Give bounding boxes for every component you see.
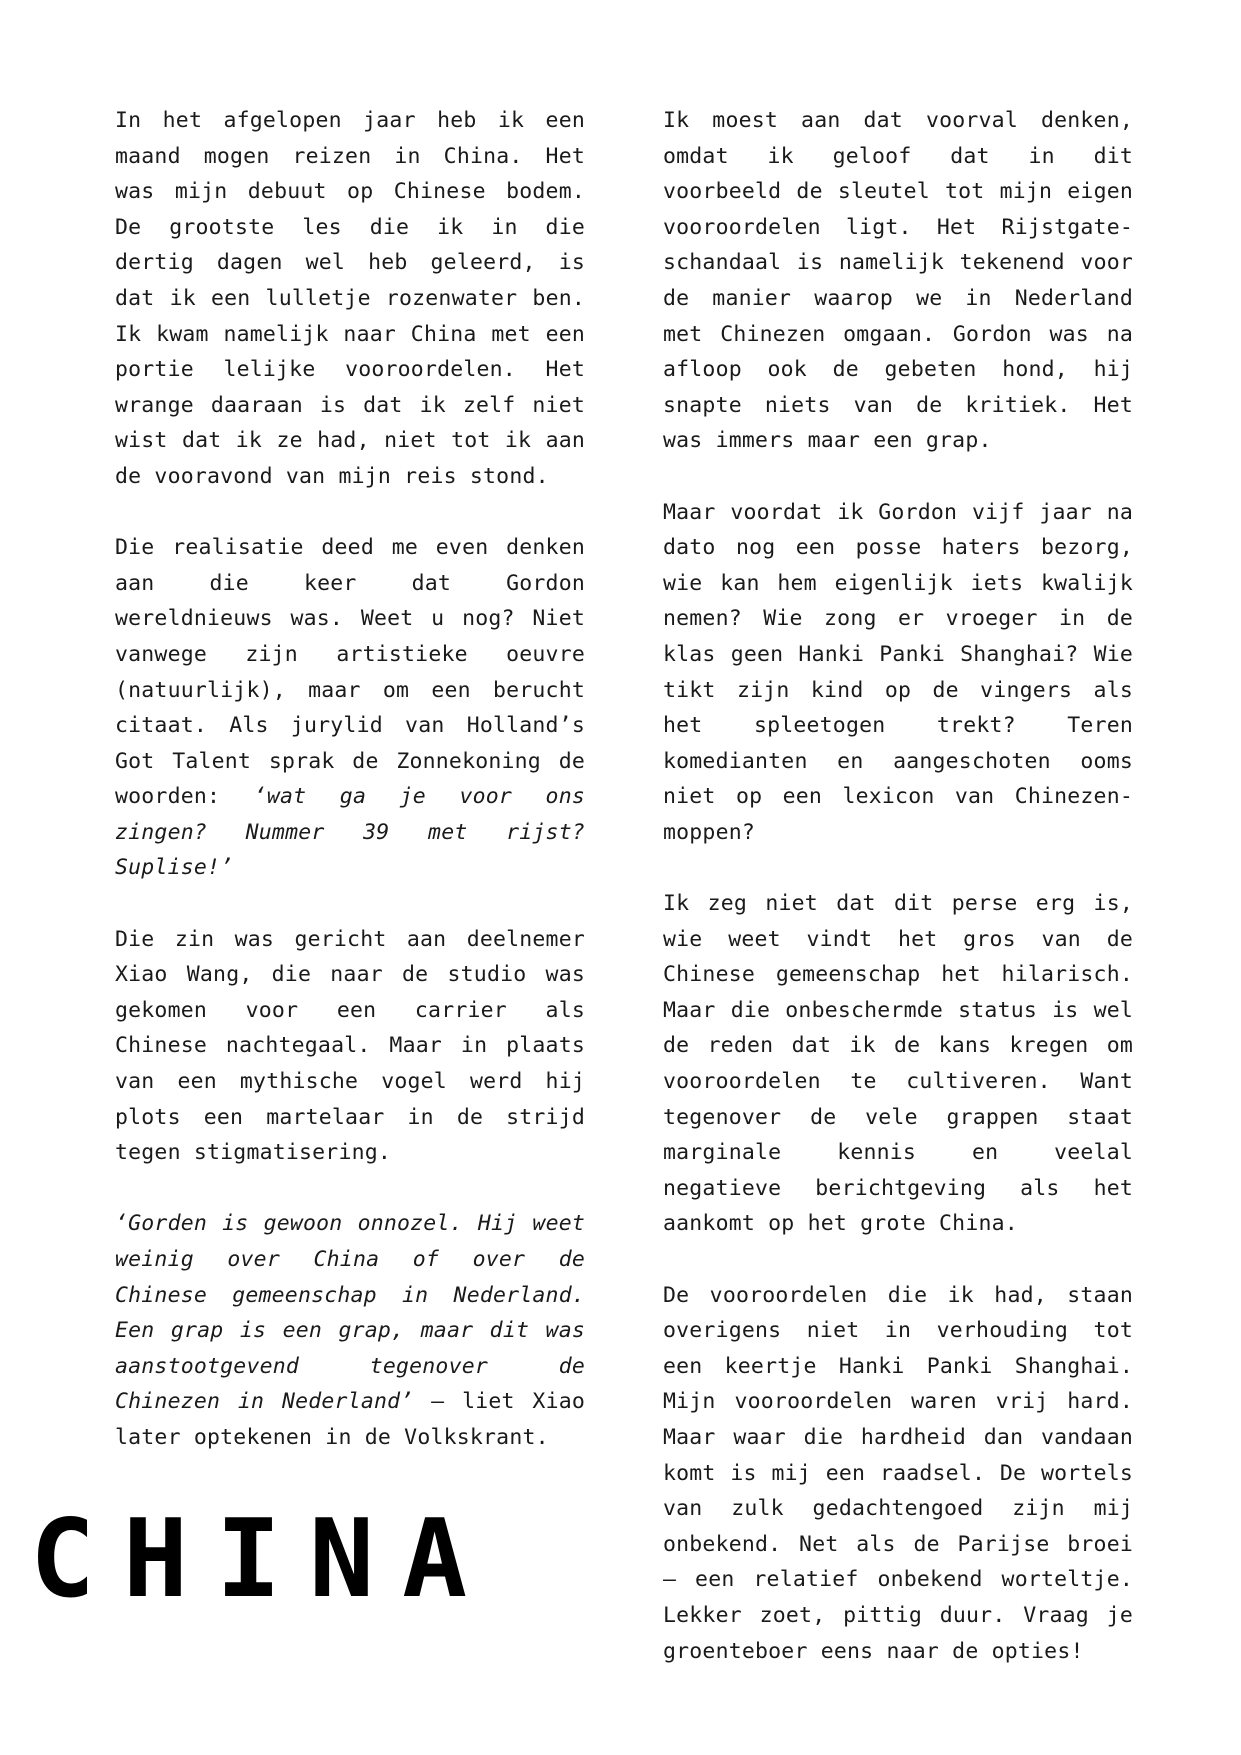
- paragraph-haters: Maar voordat ik Gordon vijf jaar na dato nog een posse haters bezorg, wie kan hem eigenlijk iets kwalijk nemen? Wie zong er vroeger in de klas geen Hanki Panki Shanghai? Wie tikt zijn kind op de vingers als het spleetogen trekt? Teren komedianten en aangeschoten ooms niet op een lexicon van Chinezen-moppen?: [663, 499, 1133, 845]
- xiao-quote: ‘Gorden is gewoon onnozel. Hij weet weinig over China of over de Chinese gemeenschap in Nederland. Een grap is een grap, maar dit was aanstootgevend tegenover de Chinezen in Nederland’: [115, 1211, 585, 1415]
- left-column: [115, 103, 585, 1456]
- paragraph-gordon: [115, 530, 585, 886]
- paragraph-xiao-wang: Die zin was gericht aan deelnemer Xiao Wang, die naar de studio was gekomen voor een carrier als Chinese nachtegaal. Maar in plaats van een mythische vogel werd hij plots een martelaar in de strijd tegen stigmatisering.: [115, 926, 585, 1166]
- paragraph-xiao-quote: [115, 1206, 585, 1455]
- paragraph-rijstgate: Ik moest aan dat voorval denken, omdat ik geloof dat in dit voorbeeld de sleutel tot mijn eigen vooroordelen ligt. Het Rijstgate-schandaal is namelijk tekenend voor de manier waarop we in Nederland met Chinezen omgaan. Gordon was na afloop ook de gebeten hond, hij snapte niets van de kritiek. Het was immers maar een grap.: [663, 108, 1133, 454]
- paragraph-status: Ik zeg niet dat dit perse erg is, wie weet vindt het gros van de Chinese gemeenschap het hilarisch. Maar die onbeschermde status is wel de reden dat ik de kans kregen om vooroordelen te cultiveren. Want tegenover de vele grappen staat marginale kennis en veelal negatieve berichtgeving als het aankomt op het grote China.: [663, 891, 1133, 1237]
- xiao-quote-attribution: – liet Xiao later optekenen in de Volkskrant.: [115, 1389, 586, 1450]
- paragraph-gordon-text: Die realisatie deed me even denken aan die keer dat Gordon wereldnieuws was. Weet u nog? Niet vanwege zijn artistieke oeuvre (natuurlijk), maar om een berucht citaat. Als jurylid van Holland’s Got Talent sprak de Zonnekoning de woorden:: [115, 535, 585, 810]
- paragraph-vooroordelen: De vooroordelen die ik had, staan overigens niet in verhouding tot een keertje Hanki Panki Shanghai. Mijn vooroordelen waren vrij hard. Maar waar die hardheid dan vandaan komt is mij een raadsel. De wortels van zulk gedachtengoed zijn mij onbekend. Net als de Parijse broei – een relatief onbekend worteltje. Lekker zoet, pittig duur. Vraag je groenteboer eens naar de opties!: [663, 1282, 1133, 1664]
- page-title: CHINA: [30, 1497, 496, 1622]
- paragraph-intro: In het afgelopen jaar heb ik een maand mogen reizen in China. Het was mijn debuut op Chinese bodem. De grootste les die ik in die dertig dagen wel heb geleerd, is dat ik een lulletje rozenwater ben. Ik kwam namelijk naar China met een portie lelijke vooroordelen. Het wrange daaraan is dat ik zelf niet wist dat ik ze had, niet tot ik aan de vooravond van mijn reis stond.: [115, 108, 585, 489]
- gordon-quote: ‘wat ga je voor ons zingen? Nummer 39 met rijst? Suplise!’: [115, 784, 585, 881]
- right-column: [663, 103, 1133, 1669]
